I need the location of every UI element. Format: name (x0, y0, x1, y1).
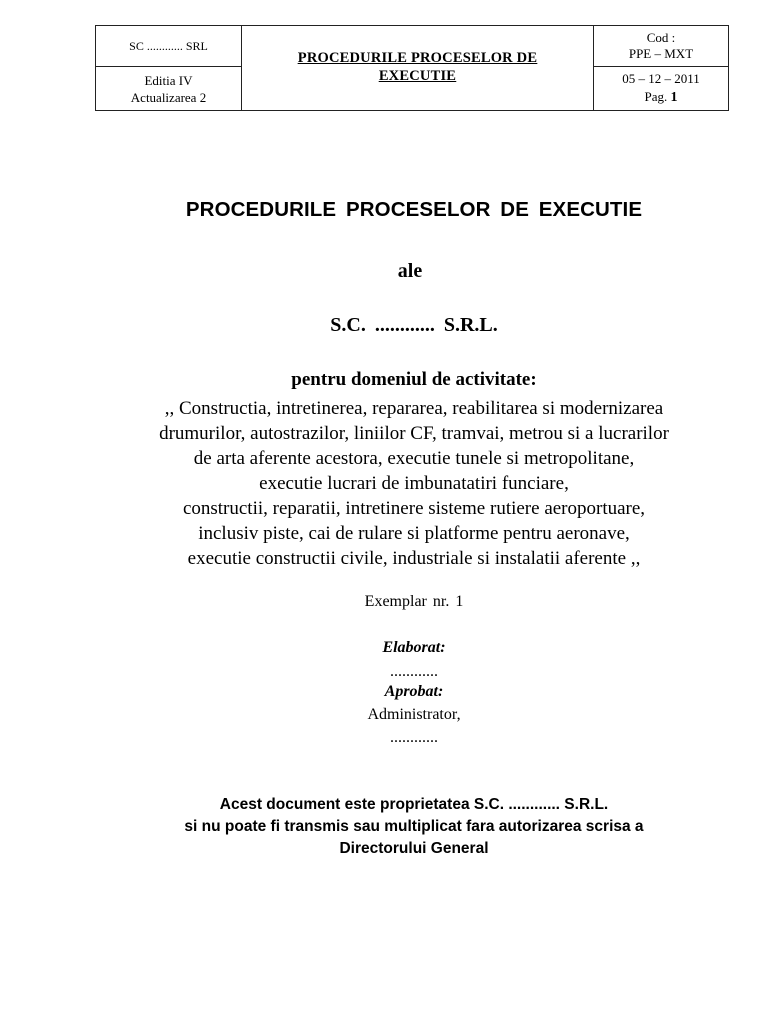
domain-line: de arta aferente acestora, executie tunele si metropolitane, (193, 448, 635, 469)
document-title: PROCEDURILE PROCESELOR DE EXECUTIE (185, 198, 643, 221)
ownership-notice (30, 794, 768, 860)
aprobat-value: ............ (390, 729, 438, 746)
header-date-cell (594, 67, 728, 110)
header-title-line2: EXECUTIE (378, 68, 457, 84)
domain-line: executie constructii civile, industriale si instalatii aferente ,, (187, 548, 641, 569)
notice-line: si nu poate fi transmis sau multiplicat fara autorizarea scrisa a (184, 818, 644, 835)
header-code-cell (594, 26, 728, 67)
header-title-cell (242, 26, 594, 110)
header-company: SC ............ SRL (129, 38, 208, 53)
aprobat-role: Administrator, (367, 706, 461, 723)
header-company-cell (96, 26, 242, 67)
domain-label: pentru domeniul de activitate: (291, 369, 537, 390)
domain-line: executie lucrari de imbunatatiri funciare, (259, 473, 569, 494)
header-page (645, 88, 678, 107)
notice-line: Directorului General (339, 840, 489, 857)
domain-line: constructii, reparatii, intretinere sisteme rutiere aeroportuare, (182, 498, 646, 519)
notice-line: Acest document este proprietatea S.C. ............ S.R.L. (219, 796, 609, 813)
domain-line: ,, Constructia, intretinerea, repararea, reabilitarea si modernizarea (164, 398, 664, 419)
document-of: ale (397, 260, 423, 282)
domain-line: drumurilor, autostrazilor, liniilor CF, tramvai, metrou si a lucrarilor (159, 423, 669, 444)
domain-description (30, 396, 768, 571)
header-update: Actualizarea 2 (130, 89, 207, 105)
header-title (298, 49, 537, 85)
header-code-value: PPE – MXT (628, 46, 694, 61)
header-page-number: 1 (670, 90, 678, 105)
exemplar-number: Exemplar nr. 1 (364, 593, 464, 610)
document-company: S.C. ............ S.R.L. (330, 314, 498, 336)
header-edition: Editia IV (144, 72, 193, 88)
header-page-label: Pag. (644, 89, 668, 104)
header-edition-cell (96, 67, 242, 110)
header-title-line1: PROCEDURILE PROCESELOR DE (297, 50, 538, 66)
header-code-label: Cod : (646, 30, 676, 45)
domain-line: inclusiv piste, cai de rulare si platforme pentru aeronave, (198, 523, 630, 544)
header-date: 05 – 12 – 2011 (622, 71, 700, 86)
elaborat-value: ............ (390, 663, 438, 680)
elaborat-label: Elaborat: (382, 639, 446, 656)
aprobat-label: Aprobat: (384, 683, 444, 700)
header-table (95, 25, 729, 111)
